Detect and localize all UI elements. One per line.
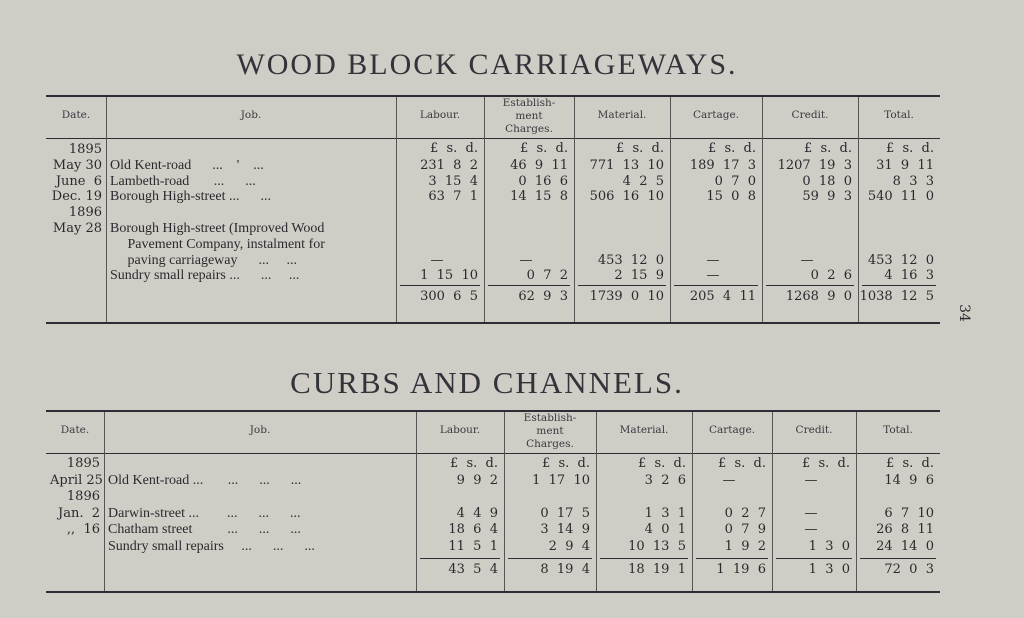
wood-row-credit: 1207 19 3 — [777, 157, 852, 173]
wood-header-job-line: Job. — [240, 109, 262, 121]
wood-header-material-line: Material. — [597, 109, 647, 121]
wood-sum-rule — [488, 285, 570, 286]
wood-row-est: 46 9 11 — [510, 157, 568, 173]
curbs-row-labour: 9 9 2 — [456, 472, 498, 488]
curbs-row-est: 3 14 9 — [540, 522, 590, 537]
wood-row-mat: 506 16 10 — [589, 189, 664, 205]
curbs-row-total: 24 14 0 — [876, 538, 934, 554]
curbs-col-divider — [104, 412, 105, 591]
curbs-total-est: 8 19 4 — [540, 562, 590, 577]
wood-col-divider — [106, 97, 107, 322]
wood-row-est: 0 7 2 — [526, 268, 568, 284]
wood-bottom-rule — [46, 322, 940, 324]
wood-row-mat: 4 2 5 — [622, 173, 664, 189]
wood-sum-rule — [578, 285, 666, 286]
curbs-row-date: Jan. 2 — [57, 505, 100, 521]
wood-sum-rule — [674, 285, 758, 286]
curbs-sum-rule — [508, 558, 592, 559]
curbs-header-cartage — [692, 424, 772, 437]
curbs-header-establishment-line: Charges. — [526, 438, 574, 450]
wood-row-job: Pavement Company, instalment for — [110, 236, 325, 252]
curbs-units-labour: £ s. d. — [449, 456, 498, 471]
curbs-header-cartage-line: Cartage. — [708, 424, 756, 436]
page-number: 34 — [955, 304, 972, 322]
curbs-header-total — [856, 424, 940, 437]
wood-row-cart: 15 0 8 — [706, 189, 756, 205]
curbs-header-date — [46, 424, 104, 437]
wood-row-credit: 0 2 6 — [810, 268, 852, 284]
curbs-row-cart: 0 7 9 — [724, 522, 766, 537]
curbs-row-date: ,, 16 — [66, 522, 100, 537]
wood-row-date: June 6 — [55, 173, 102, 189]
curbs-row-date: 1896 — [66, 489, 100, 504]
wood-units-mat: £ s. d. — [615, 141, 664, 156]
wood-row-job: Lambeth-road ... ... — [110, 173, 256, 189]
wood-header-job — [106, 109, 396, 122]
wood-row-job: Borough High-street ... ... — [110, 189, 271, 205]
wood-header-labour-line: Labour. — [419, 109, 461, 121]
curbs-row-mat: 3 2 6 — [644, 472, 686, 488]
wood-row-credit: — — [800, 252, 814, 268]
curbs-channels-title: CURBS AND CHANNELS. — [290, 365, 684, 400]
wood-sum-rule — [766, 285, 854, 286]
curbs-header-credit — [772, 424, 856, 437]
wood-total-est: 62 9 3 — [518, 289, 568, 304]
wood-row-date: May 30 — [52, 157, 102, 173]
curbs-header-material-line: Material. — [619, 424, 669, 436]
wood-header-date-line: Date. — [61, 109, 91, 121]
wood-row-est: — — [519, 252, 533, 268]
wood-row-cart: 0 7 0 — [714, 173, 756, 189]
wood-row-est: 14 15 8 — [510, 189, 568, 205]
wood-total-mat: 1739 0 10 — [589, 289, 664, 304]
wood-row-cart: 189 17 3 — [689, 157, 756, 173]
curbs-units-total: £ s. d. — [885, 456, 934, 471]
curbs-total-mat: 18 19 1 — [628, 562, 686, 577]
wood-row-credit: 0 18 0 — [802, 173, 852, 189]
curbs-row-labour: 4 4 9 — [456, 505, 498, 521]
curbs-header-job-line: Job. — [249, 424, 271, 436]
curbs-units-credit: £ s. d. — [801, 456, 850, 471]
curbs-row-cart: 0 2 7 — [724, 505, 766, 521]
curbs-bottom-rule — [46, 591, 940, 593]
curbs-sum-rule — [860, 558, 936, 559]
wood-units-credit: £ s. d. — [803, 141, 852, 156]
wood-header-establishment-line: Establish- — [502, 97, 556, 109]
curbs-sum-rule — [776, 558, 852, 559]
wood-total-labour: 300 6 5 — [420, 289, 478, 304]
curbs-units-cart: £ s. d. — [717, 456, 766, 471]
curbs-header-establishment-line: Establish- — [523, 412, 577, 424]
curbs-header-labour-line: Labour. — [439, 424, 481, 436]
wood-row-labour: 63 7 1 — [428, 189, 478, 205]
curbs-row-credit: — — [804, 522, 818, 537]
curbs-units-mat: £ s. d. — [637, 456, 686, 471]
wood-row-mat: 453 12 0 — [597, 252, 664, 268]
curbs-top-rule — [46, 410, 940, 412]
wood-header-total — [858, 109, 940, 122]
wood-header-establishment-line: Charges. — [505, 123, 553, 135]
curbs-sum-rule — [420, 558, 500, 559]
curbs-row-total: 6 7 10 — [884, 505, 934, 521]
curbs-row-cart: 1 9 2 — [724, 538, 766, 554]
curbs-sum-rule — [696, 558, 768, 559]
curbs-row-labour: 11 5 1 — [448, 538, 498, 554]
curbs-row-credit: — — [804, 472, 818, 488]
curbs-row-job: Darwin-street ... ... ... ... — [108, 505, 301, 521]
curbs-row-credit: 1 3 0 — [808, 538, 850, 554]
curbs-header-job — [104, 424, 416, 437]
curbs-sum-rule — [600, 558, 688, 559]
curbs-row-est: 2 9 4 — [548, 538, 590, 554]
curbs-total-credit: 1 3 0 — [808, 562, 850, 577]
wood-header-credit-line: Credit. — [791, 109, 829, 121]
curbs-row-total: 14 9 6 — [884, 472, 934, 488]
wood-total-credit: 1268 9 0 — [785, 289, 852, 304]
curbs-row-est: 0 17 5 — [540, 505, 590, 521]
wood-row-labour: 231 8 2 — [420, 157, 478, 173]
wood-total-total: 1038 12 5 — [859, 289, 934, 304]
wood-header-establishment-line: ment — [515, 110, 543, 122]
wood-row-mat: 771 13 10 — [589, 157, 664, 173]
wood-row-cart: — — [706, 252, 720, 268]
curbs-row-date: April 25 — [50, 472, 103, 488]
wood-row-total: 8 3 3 — [892, 173, 934, 189]
wood-row-job: paving carriageway ... ... — [110, 252, 297, 268]
wood-row-total: 31 9 11 — [876, 157, 934, 173]
wood-header-rule — [46, 138, 940, 139]
curbs-row-total: 26 8 11 — [876, 522, 934, 537]
curbs-header-date-line: Date. — [60, 424, 90, 436]
curbs-row-credit: — — [804, 505, 818, 521]
wood-row-total: 540 11 0 — [867, 189, 934, 205]
curbs-row-job: Sundry small repairs ... ... ... — [108, 538, 315, 554]
curbs-total-cart: 1 19 6 — [716, 562, 766, 577]
wood-header-material — [574, 109, 670, 122]
wood-total-cart: 205 4 11 — [689, 289, 756, 304]
curbs-header-material — [596, 424, 692, 437]
wood-header-total-line: Total. — [884, 109, 914, 121]
wood-header-date — [46, 109, 106, 122]
curbs-units-est: £ s. d. — [541, 456, 590, 471]
wood-header-cartage — [670, 109, 762, 122]
wood-units-cart: £ s. d. — [707, 141, 756, 156]
wood-row-cart: — — [706, 268, 720, 284]
curbs-row-mat: 1 3 1 — [644, 505, 686, 521]
wood-row-date: Dec. 19 — [51, 189, 102, 205]
curbs-row-mat: 4 0 1 — [644, 522, 686, 537]
wood-row-date: 1896 — [68, 205, 102, 221]
wood-row-total: 4 16 3 — [884, 268, 934, 284]
curbs-header-establishment — [504, 412, 596, 451]
wood-units-est: £ s. d. — [519, 141, 568, 156]
wood-row-labour: 3 15 4 — [428, 173, 478, 189]
curbs-row-date: 1895 — [66, 456, 100, 471]
wood-header-credit — [762, 109, 858, 122]
curbs-row-job: Chatham street ... ... ... — [108, 522, 301, 537]
curbs-header-rule — [46, 453, 940, 454]
wood-sum-rule — [400, 285, 480, 286]
wood-row-job: Old Kent-road ... ' ... — [110, 157, 264, 173]
wood-row-est: 0 16 6 — [518, 173, 568, 189]
wood-row-job: Borough High-street (Improved Wood — [110, 221, 325, 236]
wood-sum-rule — [862, 285, 936, 286]
curbs-row-est: 1 17 10 — [532, 472, 590, 488]
curbs-header-labour — [416, 424, 504, 437]
wood-units-total: £ s. d. — [885, 141, 934, 156]
wood-units-labour: £ s. d. — [429, 141, 478, 156]
curbs-total-labour: 43 5 4 — [448, 562, 498, 577]
wood-row-date: May 28 — [52, 221, 102, 236]
wood-header-labour — [396, 109, 484, 122]
curbs-header-total-line: Total. — [883, 424, 913, 436]
wood-block-title: WOOD BLOCK CARRIAGEWAYS. — [236, 48, 738, 81]
curbs-row-cart: — — [722, 472, 736, 488]
wood-header-establishment — [484, 97, 574, 136]
wood-row-date: 1895 — [68, 142, 102, 157]
wood-row-labour: 1 15 10 — [420, 268, 478, 284]
wood-row-job: Sundry small repairs ... ... ... — [110, 268, 300, 284]
wood-row-mat: 2 15 9 — [614, 268, 664, 284]
curbs-row-labour: 18 6 4 — [448, 522, 498, 537]
wood-row-labour: — — [430, 252, 444, 268]
curbs-row-mat: 10 13 5 — [628, 538, 686, 554]
wood-row-credit: 59 9 3 — [802, 189, 852, 205]
curbs-header-establishment-line: ment — [536, 425, 564, 437]
curbs-header-credit-line: Credit. — [795, 424, 833, 436]
wood-row-total: 453 12 0 — [867, 252, 934, 268]
curbs-row-job: Old Kent-road ... ... ... ... — [108, 472, 302, 488]
wood-header-cartage-line: Cartage. — [692, 109, 740, 121]
curbs-total-total: 72 0 3 — [884, 562, 934, 577]
